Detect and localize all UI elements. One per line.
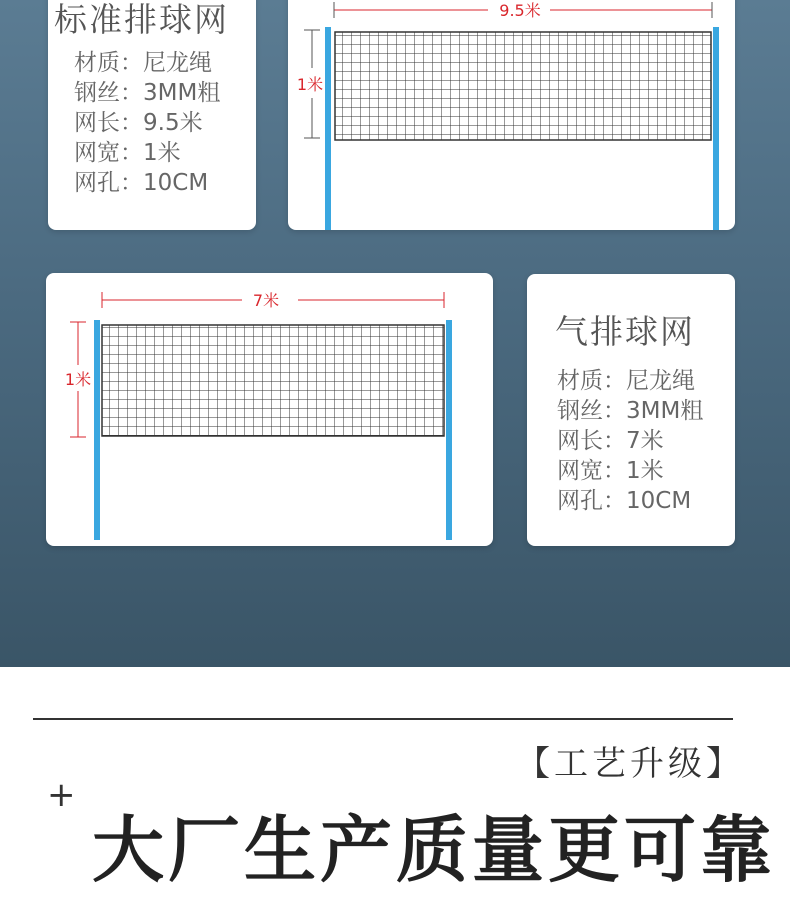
height-label: 1米 <box>64 370 92 389</box>
spec-width: 网宽：1米 <box>557 458 664 484</box>
section-divider <box>33 718 733 720</box>
spec-width: 网宽：1米 <box>74 140 181 166</box>
left-pole <box>94 320 100 540</box>
standard-net-diagram-card <box>288 0 735 230</box>
spec-material: 材质：尼龙绳 <box>557 368 695 394</box>
air-net-specs <box>557 366 703 516</box>
air-net-diagram <box>46 273 493 546</box>
air-net-title: 气排球网 <box>555 312 695 351</box>
spec-length: 网长：7米 <box>557 428 664 454</box>
spec-mesh: 网孔：10CM <box>557 488 692 514</box>
standard-net-diagram <box>288 0 735 230</box>
spec-mesh: 网孔：10CM <box>74 170 209 196</box>
spec-wire: 钢丝：3MM粗 <box>74 80 221 106</box>
right-pole <box>713 27 719 230</box>
net-mesh <box>335 32 711 140</box>
air-net-diagram-card <box>46 273 493 546</box>
plus-icon: + <box>47 775 76 815</box>
standard-net-specs <box>74 48 220 198</box>
standard-net-spec-card <box>48 0 256 230</box>
width-label: 9.5米 <box>499 1 541 20</box>
left-pole <box>325 27 331 230</box>
spec-wire: 钢丝：3MM粗 <box>557 398 704 424</box>
height-label: 1米 <box>296 75 324 94</box>
net-mesh <box>102 325 444 436</box>
spec-material: 材质：尼龙绳 <box>74 50 212 76</box>
section-title: 【工艺升级】 <box>516 744 744 784</box>
air-net-spec-card <box>527 274 735 546</box>
spec-length: 网长：9.5米 <box>74 110 203 136</box>
width-label: 7米 <box>252 291 280 310</box>
standard-net-title: 标准排球网 <box>54 0 229 39</box>
right-pole <box>446 320 452 540</box>
headline: 大厂生产质量更可靠 <box>92 808 777 892</box>
